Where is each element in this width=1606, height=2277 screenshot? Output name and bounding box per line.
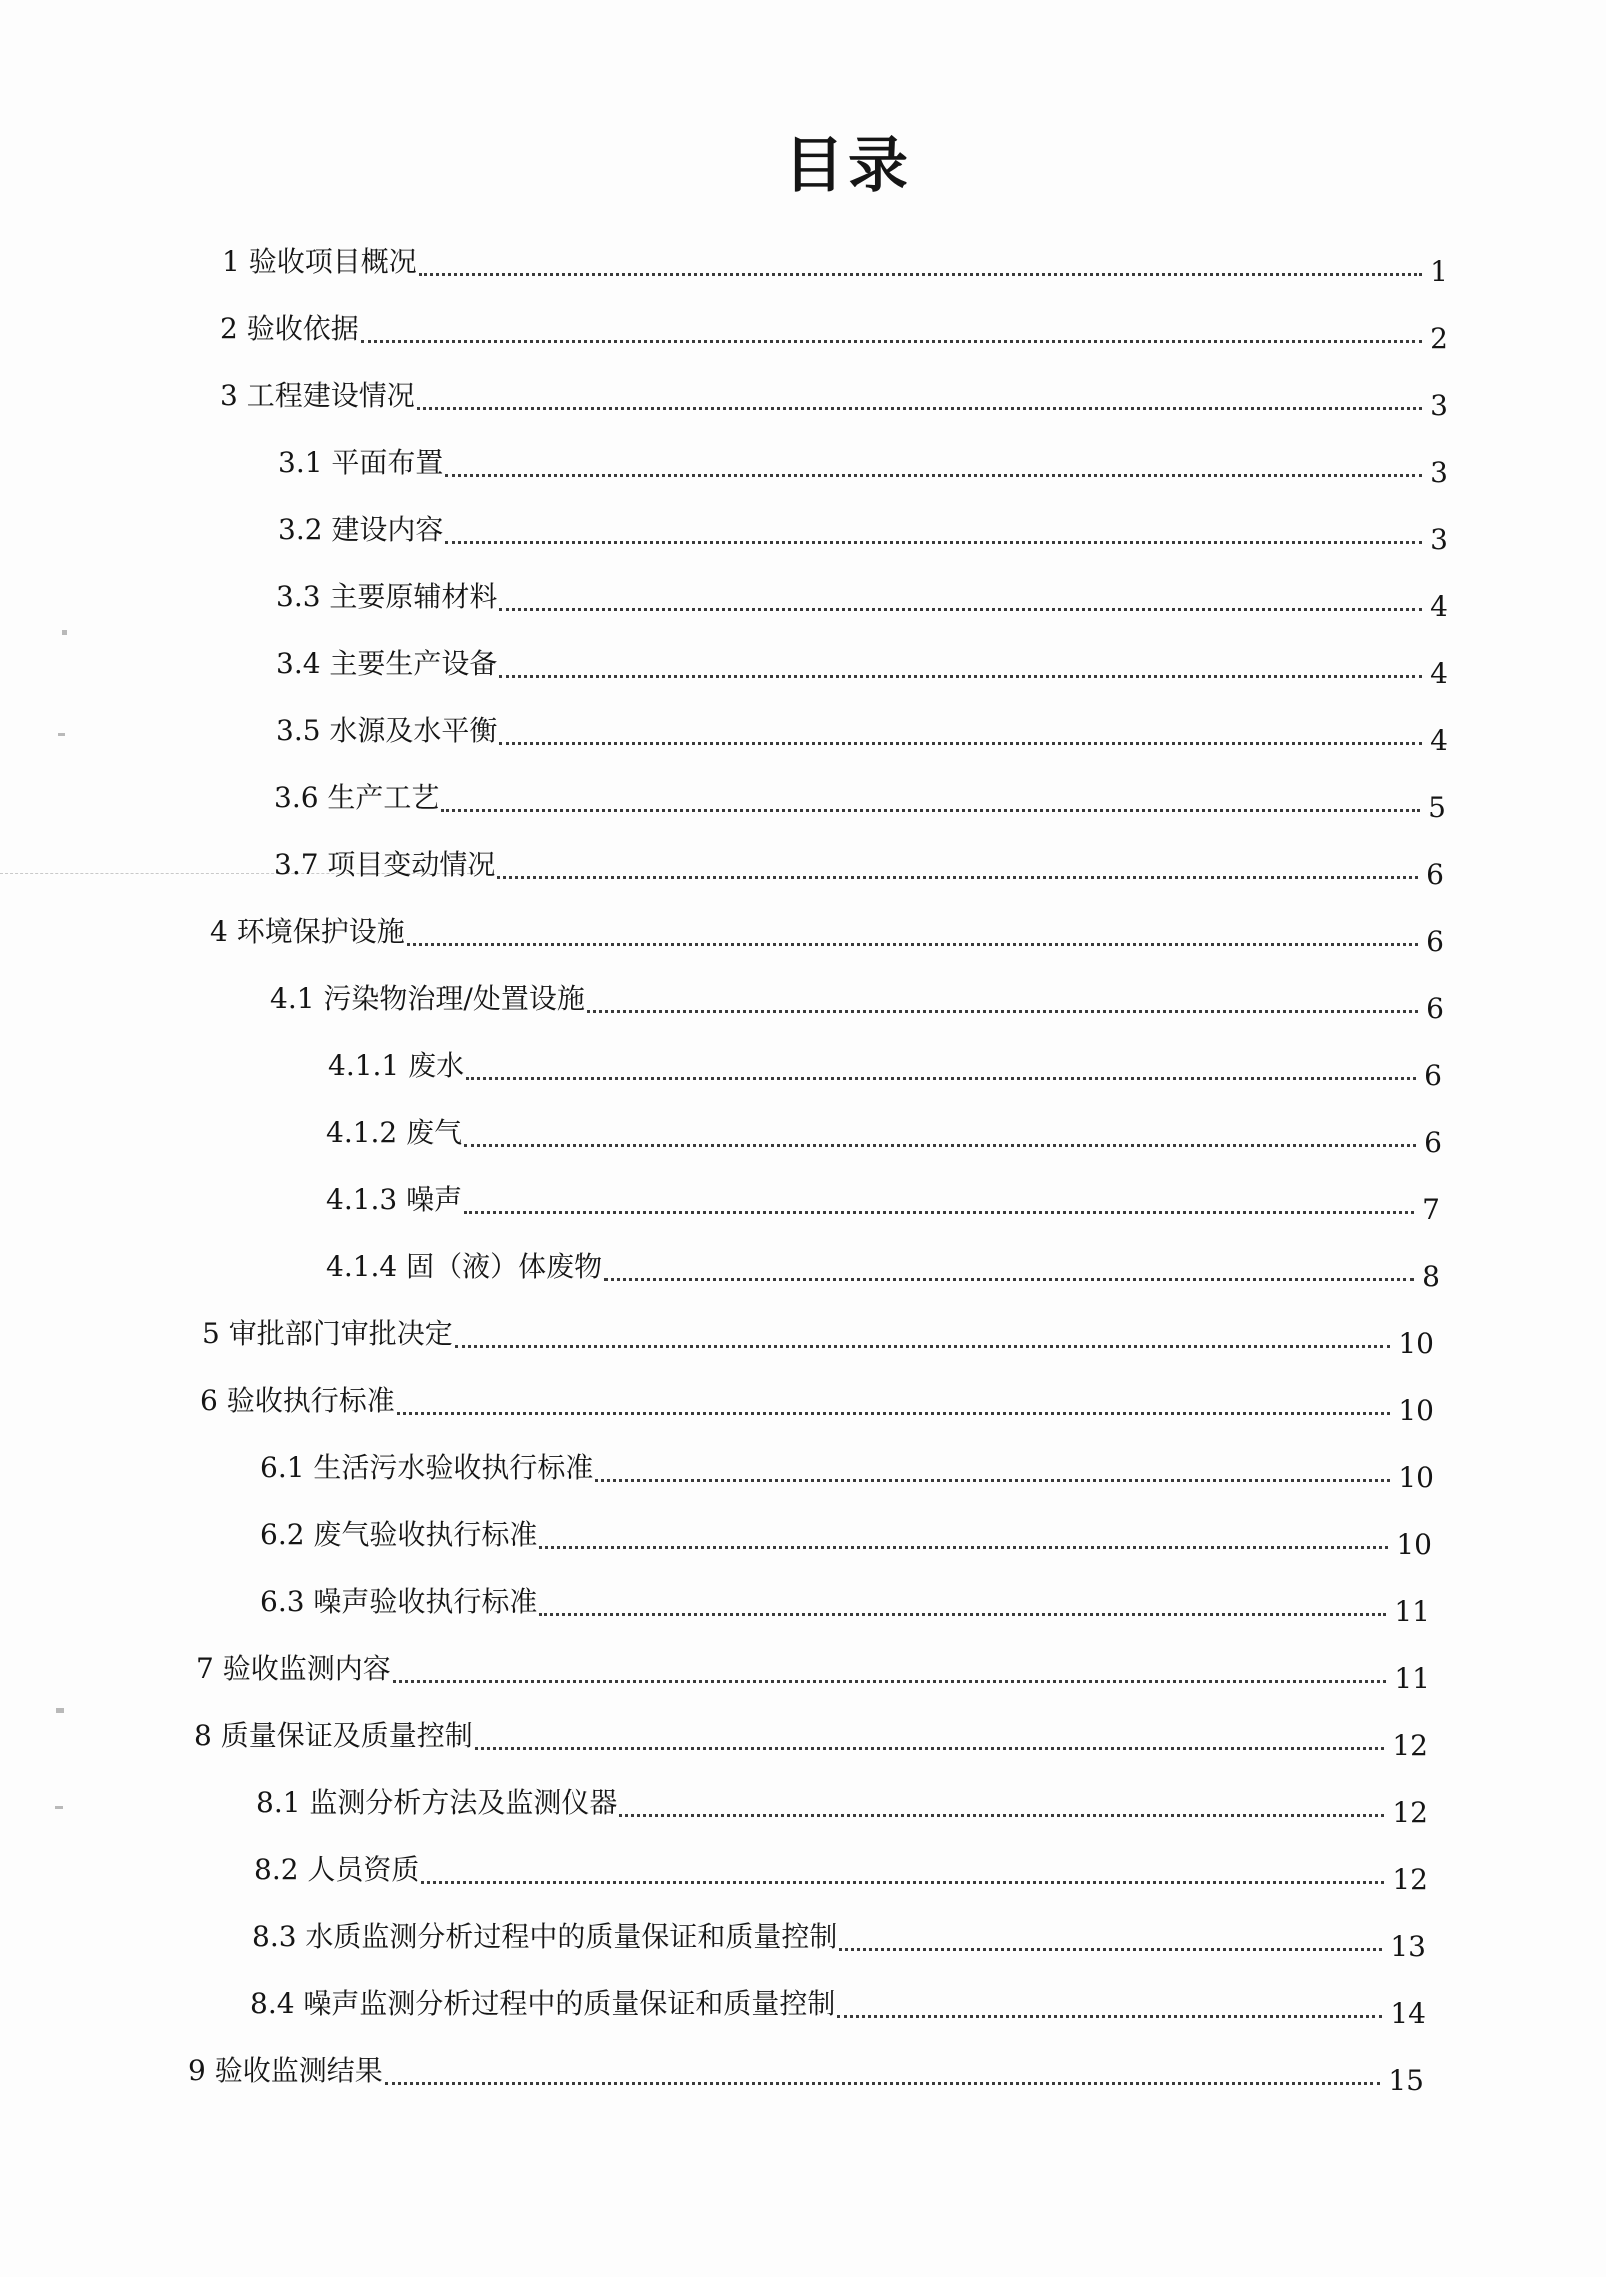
toc-entry-page: 10	[1398, 1394, 1434, 1427]
toc-entry[interactable]	[200, 1379, 1434, 1427]
toc-dot-leader	[441, 809, 1420, 812]
toc-entry-label: 3.1 平面布置	[278, 446, 444, 479]
toc-entry[interactable]	[274, 843, 1444, 891]
toc-dot-leader	[397, 1412, 1391, 1415]
toc-dot-leader	[499, 675, 1422, 678]
toc-entry[interactable]	[326, 1245, 1440, 1293]
toc-entry-label: 6.3 噪声验收执行标准	[260, 1585, 538, 1618]
toc-entry-page: 7	[1422, 1193, 1440, 1226]
toc-title: 目录	[784, 131, 912, 201]
toc-entry[interactable]	[326, 1178, 1440, 1226]
toc-entry-label: 3 工程建设情况	[220, 379, 415, 412]
toc-entry[interactable]	[274, 776, 1446, 824]
toc-entry-label: 6.1 生活污水验收执行标准	[260, 1451, 594, 1484]
toc-entry-label: 8.3 水质监测分析过程中的质量保证和质量控制	[252, 1920, 838, 1953]
toc-entry-page: 12	[1392, 1796, 1428, 1829]
toc-dot-leader	[421, 1881, 1384, 1884]
toc-entry[interactable]	[278, 441, 1448, 489]
toc-dot-leader	[445, 541, 1422, 544]
toc-entry[interactable]	[188, 2049, 1424, 2097]
toc-entry[interactable]	[328, 1044, 1442, 1092]
toc-dot-leader	[445, 474, 1422, 477]
toc-entry-page: 12	[1392, 1863, 1428, 1896]
toc-entry[interactable]	[196, 1647, 1430, 1695]
toc-entry[interactable]	[260, 1446, 1434, 1494]
toc-entry[interactable]	[222, 240, 1448, 288]
toc-entry[interactable]	[194, 1714, 1428, 1762]
toc-entry-page: 13	[1390, 1930, 1426, 1963]
toc-dot-leader	[499, 608, 1422, 611]
toc-entry-label: 3.3 主要原辅材料	[276, 580, 498, 613]
toc-entry-label: 4 环境保护设施	[210, 915, 405, 948]
toc-entry-label: 3.7 项目变动情况	[274, 848, 496, 881]
toc-entry-label: 3.2 建设内容	[278, 513, 444, 546]
toc-entry-label: 4.1.2 废气	[326, 1116, 463, 1149]
toc-entry-label: 3.5 水源及水平衡	[276, 714, 498, 747]
toc-entry-page: 14	[1390, 1997, 1426, 2030]
toc-dot-leader	[587, 1010, 1418, 1013]
toc-dot-leader	[539, 1613, 1386, 1616]
toc-entry-page: 4	[1430, 657, 1448, 690]
toc-dot-leader	[539, 1546, 1388, 1549]
scan-artifact-dot	[58, 733, 65, 736]
toc-entry[interactable]	[256, 1781, 1428, 1829]
toc-dot-leader	[466, 1077, 1416, 1080]
toc-dot-leader	[499, 742, 1422, 745]
toc-entry-page: 6	[1426, 858, 1444, 891]
toc-dot-leader	[475, 1747, 1385, 1750]
toc-entry-label: 8 质量保证及质量控制	[194, 1719, 473, 1752]
toc-entry-label: 8.4 噪声监测分析过程中的质量保证和质量控制	[250, 1987, 836, 2020]
toc-dot-leader	[837, 2015, 1382, 2018]
toc-entry[interactable]	[210, 910, 1444, 958]
toc-dot-leader	[407, 943, 1418, 946]
toc-entry[interactable]	[276, 709, 1448, 757]
toc-entry-label: 4.1 污染物治理/处置设施	[270, 982, 585, 1015]
toc-entry-page: 4	[1430, 724, 1448, 757]
toc-dot-leader	[497, 876, 1418, 879]
toc-entry-page: 11	[1394, 1595, 1430, 1628]
toc-entry-label: 6 验收执行标准	[200, 1384, 395, 1417]
toc-dot-leader	[595, 1479, 1390, 1482]
toc-dot-leader	[393, 1680, 1387, 1683]
toc-entry-page: 1	[1430, 255, 1448, 288]
toc-entry-page: 11	[1394, 1662, 1430, 1695]
toc-dot-leader	[464, 1144, 1416, 1147]
toc-entry[interactable]	[220, 374, 1448, 422]
toc-entry-page: 6	[1424, 1059, 1442, 1092]
toc-entry-label: 3.4 主要生产设备	[276, 647, 498, 680]
toc-dot-leader	[419, 273, 1422, 276]
toc-entry[interactable]	[276, 575, 1448, 623]
toc-entry-label: 3.6 生产工艺	[274, 781, 440, 814]
toc-dot-leader	[464, 1211, 1414, 1214]
toc-entry-page: 8	[1422, 1260, 1440, 1293]
toc-entry[interactable]	[276, 642, 1448, 690]
toc-entry-label: 4.1.3 噪声	[326, 1183, 463, 1216]
toc-entry-label: 5 审批部门审批决定	[202, 1317, 453, 1350]
toc-entry-page: 6	[1424, 1126, 1442, 1159]
toc-dot-leader	[604, 1278, 1414, 1281]
toc-entry-page: 12	[1392, 1729, 1428, 1762]
toc-entry-page: 3	[1430, 456, 1448, 489]
toc-entry[interactable]	[326, 1111, 1442, 1159]
toc-entry-page: 3	[1430, 523, 1448, 556]
toc-entry-page: 15	[1388, 2064, 1424, 2097]
scan-artifact-dot	[62, 630, 67, 635]
toc-entry-label: 4.1.1 废水	[328, 1049, 465, 1082]
toc-entry-page: 6	[1426, 925, 1444, 958]
toc-entry-label: 8.2 人员资质	[254, 1853, 420, 1886]
toc-dot-leader	[455, 1345, 1391, 1348]
toc-dot-leader	[417, 407, 1422, 410]
toc-entry[interactable]	[250, 1982, 1426, 2030]
toc-entry-label: 1 验收项目概况	[222, 245, 417, 278]
scan-artifact-dot	[55, 1806, 63, 1809]
toc-dot-leader	[839, 1948, 1382, 1951]
toc-entry-label: 2 验收依据	[220, 312, 359, 345]
toc-entry[interactable]	[270, 977, 1444, 1025]
toc-entry[interactable]	[278, 508, 1448, 556]
toc-entry-page: 4	[1430, 590, 1448, 623]
toc-entry[interactable]	[260, 1513, 1432, 1561]
toc-entry-label: 9 验收监测结果	[188, 2054, 383, 2087]
toc-entry-page: 6	[1426, 992, 1444, 1025]
toc-entry-page: 5	[1428, 791, 1446, 824]
toc-entry[interactable]	[252, 1915, 1426, 1963]
toc-dot-leader	[619, 1814, 1384, 1817]
toc-dot-leader	[385, 2082, 1381, 2085]
toc-entry-label: 6.2 废气验收执行标准	[260, 1518, 538, 1551]
toc-entry-page: 10	[1398, 1461, 1434, 1494]
toc-dot-leader	[361, 340, 1422, 343]
toc-entry-page: 2	[1430, 322, 1448, 355]
toc-entry-label: 4.1.4 固（液）体废物	[326, 1250, 603, 1283]
scan-artifact-dot	[56, 1708, 64, 1713]
toc-entry[interactable]	[202, 1312, 1434, 1360]
toc-entry[interactable]	[220, 307, 1448, 355]
toc-entry-page: 10	[1398, 1327, 1434, 1360]
toc-entry[interactable]	[260, 1580, 1430, 1628]
toc-entry-page: 3	[1430, 389, 1448, 422]
toc-entry[interactable]	[254, 1848, 1428, 1896]
toc-entry-label: 8.1 监测分析方法及监测仪器	[256, 1786, 618, 1819]
toc-entry-page: 10	[1396, 1528, 1432, 1561]
toc-entry-label: 7 验收监测内容	[196, 1652, 391, 1685]
